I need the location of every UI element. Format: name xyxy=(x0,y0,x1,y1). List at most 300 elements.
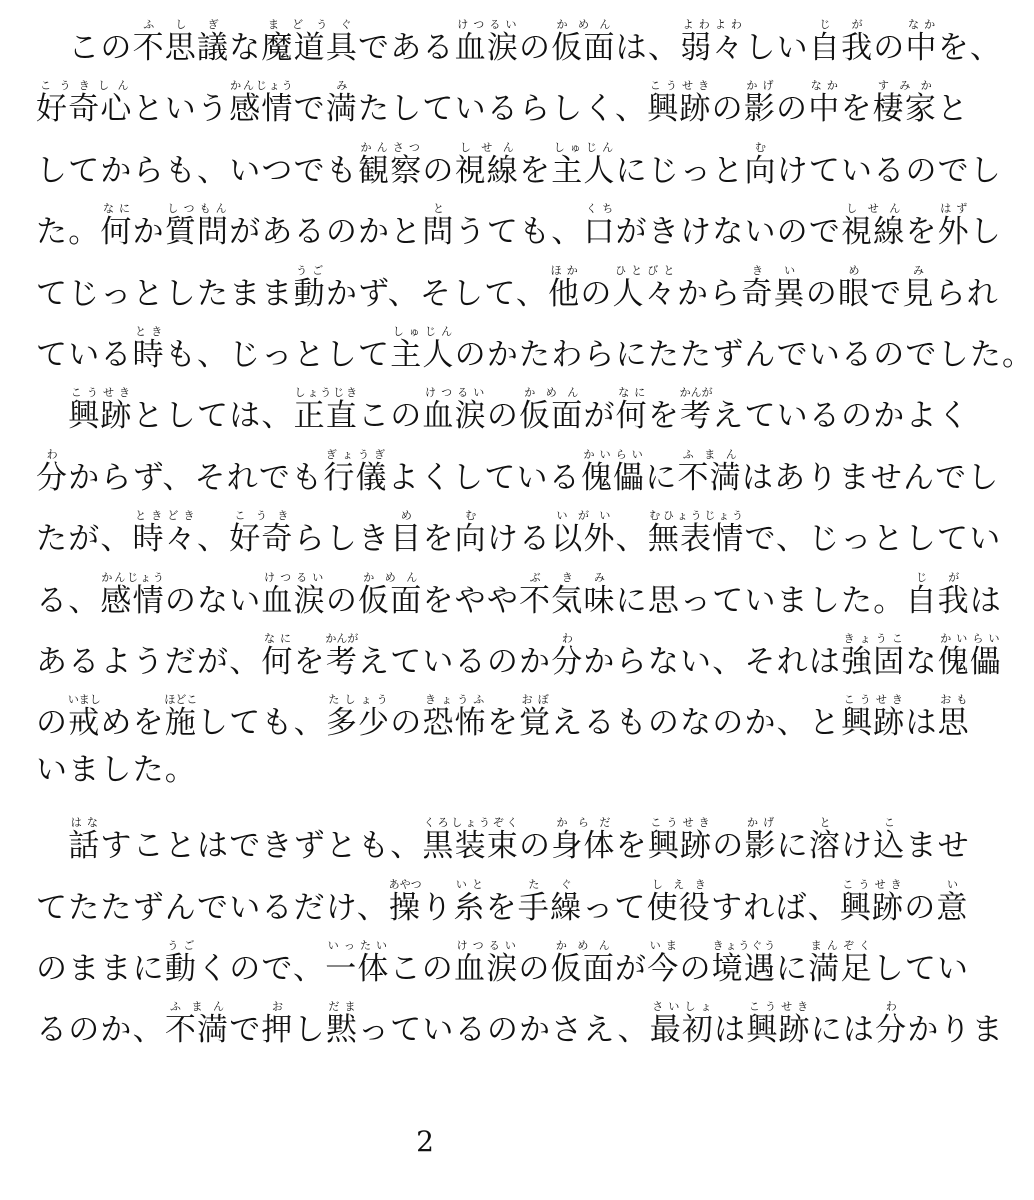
text-run: しても、 xyxy=(197,705,326,742)
ruby-reading: まんぞく xyxy=(808,939,873,952)
ruby-word xyxy=(937,693,970,742)
ruby-word xyxy=(744,816,777,865)
ruby-base: 弱々 xyxy=(680,30,745,66)
text-run: の xyxy=(390,705,423,742)
ruby-reading: なに xyxy=(100,202,133,216)
ruby-reading: くち xyxy=(583,202,616,216)
ruby-base: 分 xyxy=(36,459,69,496)
ruby-word xyxy=(229,79,294,128)
ruby-base: 溶 xyxy=(808,828,842,865)
ruby-reading: いったい xyxy=(325,939,390,952)
ruby-base: 使役 xyxy=(646,889,711,926)
text-line xyxy=(36,79,970,145)
ruby-base: 強固 xyxy=(841,644,906,680)
ruby-word xyxy=(132,325,165,373)
page-number: 2 xyxy=(416,1125,434,1158)
ruby-word xyxy=(422,202,455,251)
text-run: か xyxy=(132,214,165,251)
text-run: から xyxy=(676,275,742,312)
ruby-word xyxy=(358,140,423,189)
ruby-word xyxy=(551,816,616,865)
text-run: に xyxy=(776,828,809,865)
ruby-word xyxy=(388,877,422,926)
ruby-reading: かんが xyxy=(679,386,713,400)
text-run: で xyxy=(229,1012,262,1049)
ruby-base: 見 xyxy=(902,275,935,312)
ruby-word xyxy=(839,877,905,926)
ruby-word xyxy=(261,632,294,680)
ruby-base: 満足 xyxy=(808,951,873,987)
ruby-base: 好奇 xyxy=(229,521,294,558)
ruby-base: 仮面 xyxy=(519,398,584,435)
ruby-base: 影 xyxy=(743,91,777,128)
ruby-word xyxy=(551,509,616,558)
ruby-reading: ふまん xyxy=(164,1000,230,1014)
ruby-reading: み xyxy=(902,263,935,277)
text-run: を xyxy=(840,91,873,128)
ruby-reading: はな xyxy=(68,816,101,830)
ruby-reading: かげ xyxy=(744,816,777,830)
text-run: あるようだが、 xyxy=(36,644,262,680)
text-run: うても、 xyxy=(454,214,584,251)
text-line xyxy=(36,202,1003,268)
text-run: の xyxy=(486,398,520,435)
text-run: の xyxy=(776,91,809,128)
ruby-word xyxy=(841,632,906,680)
ruby-base: 感情 xyxy=(100,582,165,619)
ruby-base: 興跡 xyxy=(647,828,713,865)
ruby-reading: しせん xyxy=(454,140,520,154)
ruby-reading: ひとびと xyxy=(612,263,677,277)
ruby-word xyxy=(67,693,101,742)
text-run: の xyxy=(519,30,552,66)
ruby-base: 人々 xyxy=(612,275,677,312)
ruby-word xyxy=(646,877,711,926)
text-run: け xyxy=(841,828,874,865)
ruby-word xyxy=(325,632,359,680)
ruby-reading: いと xyxy=(453,877,486,891)
ruby-base: 奇異 xyxy=(741,275,806,312)
ruby-base: 多少 xyxy=(325,705,391,742)
ruby-word xyxy=(937,202,970,251)
text-run: のままに xyxy=(36,951,165,987)
ruby-word xyxy=(325,79,359,128)
ruby-word xyxy=(293,386,359,435)
ruby-base: 分 xyxy=(875,1012,908,1049)
ruby-word xyxy=(744,140,777,189)
text-run: のない xyxy=(164,582,262,619)
ruby-base: 仮面 xyxy=(358,582,423,619)
text-run: があるのかと xyxy=(229,214,423,251)
ruby-reading: かげ xyxy=(743,79,777,93)
text-run: の xyxy=(904,889,937,926)
ruby-word xyxy=(677,447,742,496)
ruby-reading: かんさつ xyxy=(358,140,423,154)
ruby-reading: しゅじん xyxy=(551,140,616,154)
text-run: を xyxy=(905,214,938,251)
ruby-reading: なに xyxy=(261,632,294,645)
text-run: な xyxy=(229,30,262,66)
ruby-base: 目 xyxy=(390,521,423,558)
ruby-base: 視線 xyxy=(841,214,906,251)
text-run: 、 xyxy=(197,521,230,558)
ruby-word xyxy=(36,447,69,496)
ruby-base: 仮面 xyxy=(550,951,616,987)
text-run: にじっと xyxy=(615,152,745,189)
ruby-reading: かめん xyxy=(358,570,423,584)
ruby-reading: よわよわ xyxy=(680,18,745,31)
ruby-word xyxy=(132,18,230,66)
ruby-base: 傀儡 xyxy=(580,459,646,496)
text-run: を xyxy=(422,521,455,558)
text-run: は xyxy=(714,1012,747,1049)
text-run: の xyxy=(36,705,69,742)
ruby-reading: いま xyxy=(647,939,680,952)
text-run: からない、それは xyxy=(583,644,842,680)
ruby-reading: わ xyxy=(36,447,69,461)
ruby-word xyxy=(358,570,423,619)
ruby-base: 糸 xyxy=(453,889,486,926)
ruby-word xyxy=(905,18,938,66)
text-line xyxy=(36,386,970,452)
ruby-base: 棲家 xyxy=(872,91,938,128)
text-run: ませ xyxy=(905,828,970,865)
ruby-base: 思 xyxy=(937,705,970,742)
ruby-reading: い xyxy=(936,877,969,891)
text-run: この xyxy=(36,30,133,66)
ruby-base: 興跡 xyxy=(68,398,133,435)
ruby-reading: とき xyxy=(132,325,165,338)
ruby-reading: かんじょう xyxy=(229,79,294,93)
ruby-reading: しょうじき xyxy=(293,386,359,400)
text-run: と xyxy=(937,91,970,128)
ruby-reading: ときどき xyxy=(132,509,198,523)
text-run xyxy=(36,828,68,864)
ruby-base: 不満 xyxy=(164,1012,230,1049)
text-run: に xyxy=(776,951,809,987)
ruby-base: 口 xyxy=(583,214,616,251)
ruby-base: 向 xyxy=(744,152,777,189)
text-run: の xyxy=(873,30,906,66)
ruby-base: 興跡 xyxy=(841,705,906,742)
ruby-reading: こうせき xyxy=(746,1000,811,1014)
text-run: けているのでし xyxy=(776,152,1003,189)
text-run: たしているらしく、 xyxy=(358,91,648,128)
text-run: してい xyxy=(872,951,970,987)
ruby-reading: こうせき xyxy=(841,693,906,707)
ruby-reading: め xyxy=(837,263,871,277)
ruby-word xyxy=(808,939,873,987)
ruby-base: 込 xyxy=(873,828,906,865)
text-run: られ xyxy=(934,275,999,312)
ruby-word xyxy=(746,1000,811,1049)
text-run: を xyxy=(293,644,326,680)
ruby-base: 眼 xyxy=(837,275,871,312)
ruby-base: 最初 xyxy=(649,1012,715,1049)
text-run: てじっとしたまま xyxy=(36,275,294,312)
ruby-reading: こうせき xyxy=(839,877,905,891)
ruby-base: 血涙 xyxy=(454,951,519,987)
text-line xyxy=(36,632,1003,698)
ruby-word xyxy=(519,386,584,435)
ruby-word xyxy=(323,447,388,496)
ruby-word xyxy=(808,18,874,66)
ruby-reading: なか xyxy=(905,18,938,31)
ruby-base: 黙 xyxy=(325,1012,359,1049)
text-run: すことはできずとも、 xyxy=(100,828,423,865)
text-run: からず、それでも xyxy=(68,459,324,496)
text-run: って xyxy=(582,889,647,926)
ruby-base: 考 xyxy=(325,644,359,680)
text-line xyxy=(36,509,1002,575)
ruby-base: 押 xyxy=(261,1012,294,1049)
ruby-reading: なか xyxy=(808,79,841,93)
ruby-word xyxy=(422,693,487,742)
text-run: の xyxy=(679,951,712,987)
ruby-reading: かめん xyxy=(550,939,616,952)
ruby-base: 何 xyxy=(261,644,294,680)
ruby-base: 向 xyxy=(454,521,487,558)
ruby-word xyxy=(164,1000,230,1049)
ruby-word xyxy=(454,509,487,558)
ruby-base: 時々 xyxy=(132,521,198,558)
text-run: り xyxy=(421,889,454,926)
ruby-reading: すみか xyxy=(872,79,938,93)
text-run: という xyxy=(132,91,230,128)
ruby-word xyxy=(936,877,969,926)
ruby-reading: けつるい xyxy=(422,386,487,400)
text-run: の xyxy=(805,275,838,312)
ruby-reading: ほか xyxy=(548,263,581,277)
ruby-word xyxy=(647,79,712,128)
ruby-reading: じが xyxy=(905,570,970,584)
ruby-base: 覚 xyxy=(519,705,552,742)
text-run: の xyxy=(580,275,613,312)
ruby-base: 何 xyxy=(100,214,133,251)
text-run: には xyxy=(810,1012,876,1049)
ruby-word xyxy=(164,693,198,742)
text-run: かりま xyxy=(907,1012,1004,1049)
ruby-reading: くろしょうぞく xyxy=(422,816,519,830)
ruby-base: 満 xyxy=(325,91,359,128)
text-run: な xyxy=(905,644,938,680)
ruby-word xyxy=(741,263,806,312)
ruby-reading: こうせき xyxy=(647,79,712,93)
ruby-base: 興跡 xyxy=(746,1012,811,1049)
ruby-base: 興跡 xyxy=(839,889,905,926)
text-line xyxy=(36,816,970,882)
ruby-base: 境遇 xyxy=(711,951,777,987)
text-run: の xyxy=(712,828,745,865)
ruby-reading: まどうぐ xyxy=(261,18,359,31)
ruby-reading: しえき xyxy=(646,877,711,891)
ruby-word xyxy=(100,202,133,251)
ruby-base: 黒装束 xyxy=(422,828,520,865)
ruby-word xyxy=(68,386,133,435)
ruby-word xyxy=(390,325,455,373)
text-run: この xyxy=(358,398,423,435)
ruby-word xyxy=(647,939,680,987)
text-run: くので、 xyxy=(197,951,326,987)
ruby-base: 不満 xyxy=(677,459,742,496)
text-run: は、 xyxy=(615,30,681,66)
text-run: のかたわらにたたずんでいるのでした。 xyxy=(454,337,1034,373)
text-run: ける xyxy=(486,521,552,558)
text-run: を xyxy=(486,705,520,742)
text-run: よくしている xyxy=(387,459,581,496)
text-run: る、 xyxy=(36,582,101,619)
ruby-reading: ぎょうぎ xyxy=(323,447,388,461)
ruby-base: 好奇心 xyxy=(36,91,133,128)
ruby-reading: かいらい xyxy=(937,632,1003,645)
ruby-reading: み xyxy=(325,79,359,93)
ruby-reading: はず xyxy=(937,202,970,216)
ruby-word xyxy=(68,816,101,865)
ruby-word xyxy=(649,1000,715,1049)
text-run: である xyxy=(358,30,455,66)
ruby-word xyxy=(580,447,646,496)
ruby-reading: こうきしん xyxy=(36,79,133,93)
ruby-word xyxy=(743,79,777,128)
text-run: は xyxy=(905,705,938,742)
ruby-word xyxy=(551,632,584,680)
ruby-base: 手繰 xyxy=(517,889,583,926)
ruby-base: 時 xyxy=(132,337,165,373)
ruby-reading: かめん xyxy=(551,18,616,31)
ruby-reading: しつもん xyxy=(164,202,230,216)
ruby-base: 動 xyxy=(293,275,326,312)
text-run: しい xyxy=(744,30,809,66)
ruby-reading: おぼ xyxy=(519,693,552,707)
ruby-base: 血涙 xyxy=(422,398,487,435)
ruby-base: 中 xyxy=(905,30,938,66)
ruby-word xyxy=(711,939,777,987)
ruby-reading: たぐ xyxy=(517,877,583,891)
text-run: も、じっとして xyxy=(164,337,391,373)
ruby-reading: けつるい xyxy=(454,939,519,952)
ruby-word xyxy=(519,693,552,742)
ruby-word xyxy=(390,509,423,558)
text-run: たが、 xyxy=(36,521,133,558)
ruby-reading: と xyxy=(422,202,455,216)
ruby-reading: たしょう xyxy=(325,693,391,707)
text-run: を xyxy=(647,398,681,435)
ruby-word xyxy=(422,816,520,865)
ruby-word xyxy=(902,263,935,312)
ruby-base: 自我 xyxy=(905,582,970,619)
ruby-word xyxy=(100,570,165,619)
ruby-word xyxy=(550,939,616,987)
ruby-base: 身体 xyxy=(551,828,616,865)
ruby-base: 考 xyxy=(679,398,713,435)
text-run: るのか、 xyxy=(36,1012,165,1049)
text-run: の xyxy=(711,91,744,128)
ruby-word xyxy=(36,79,133,128)
ruby-reading: わ xyxy=(551,632,584,645)
text-run: で xyxy=(870,275,903,312)
text-run: が xyxy=(615,951,648,987)
ruby-word xyxy=(680,18,745,66)
ruby-base: 施 xyxy=(164,705,198,742)
ruby-reading: かいらい xyxy=(580,447,646,461)
ruby-base: 一体 xyxy=(325,951,390,987)
ruby-word xyxy=(841,693,906,742)
ruby-reading: ぶきみ xyxy=(519,570,616,584)
ruby-base: 不気味 xyxy=(519,582,616,619)
ruby-base: 問 xyxy=(422,214,455,251)
ruby-base: 仮面 xyxy=(551,30,616,66)
ruby-reading: おも xyxy=(937,693,970,707)
text-run: は xyxy=(969,582,1003,619)
text-line xyxy=(36,140,1003,207)
ruby-word xyxy=(612,263,677,312)
ruby-word xyxy=(647,816,713,865)
ruby-reading: けつるい xyxy=(454,18,520,31)
text-line xyxy=(36,1000,1004,1066)
ruby-reading: きょうぐう xyxy=(711,939,777,952)
ruby-word xyxy=(229,509,294,558)
text-run: が xyxy=(583,398,616,435)
ruby-reading: ほどこ xyxy=(164,693,198,707)
text-run: してからも、いつでも xyxy=(36,152,358,189)
text-run: を xyxy=(519,152,552,189)
ruby-word xyxy=(261,570,326,619)
text-run: 、 xyxy=(615,521,648,558)
text-run: ている xyxy=(36,337,133,373)
ruby-base: 恐怖 xyxy=(422,705,487,742)
text-line xyxy=(36,447,1000,514)
ruby-reading: むひょうじょう xyxy=(647,509,745,523)
text-run: で、じっとしてい xyxy=(744,521,1002,558)
ruby-base: 分 xyxy=(551,644,584,680)
ruby-base: 戒 xyxy=(67,705,101,742)
ruby-word xyxy=(937,632,1003,680)
ruby-word xyxy=(841,202,906,251)
text-run: た。 xyxy=(36,214,101,251)
ruby-word xyxy=(551,140,616,189)
ruby-reading: かんじょう xyxy=(100,570,165,584)
ruby-base: 他 xyxy=(548,275,581,312)
ruby-base: 中 xyxy=(808,91,841,128)
ruby-reading: きょうこ xyxy=(841,632,906,645)
ruby-reading: お xyxy=(261,1000,294,1014)
ruby-reading: かめん xyxy=(519,386,584,400)
ruby-word xyxy=(325,693,391,742)
ruby-base: 傀儡 xyxy=(937,644,1003,680)
text-run: を xyxy=(485,889,518,926)
ruby-word xyxy=(519,570,616,619)
ruby-word xyxy=(875,1000,908,1049)
ruby-base: 視線 xyxy=(454,152,520,189)
text-line xyxy=(36,693,970,759)
ruby-reading: うご xyxy=(293,263,326,277)
text-run: 思っていました。 xyxy=(647,582,906,619)
text-run: をやや xyxy=(422,582,520,619)
ruby-reading: かんが xyxy=(325,632,359,645)
ruby-base: 影 xyxy=(744,828,777,865)
ruby-reading: ふしぎ xyxy=(132,18,230,31)
ruby-word xyxy=(517,877,583,926)
ruby-word xyxy=(132,509,198,558)
text-run: っているのかさえ、 xyxy=(358,1012,650,1049)
ruby-word xyxy=(422,386,487,435)
ruby-reading: こ xyxy=(873,816,906,830)
ruby-reading: しゅじん xyxy=(390,325,455,338)
ruby-reading: こうせき xyxy=(647,816,713,830)
ruby-reading: と xyxy=(808,816,842,830)
ruby-reading: わ xyxy=(875,1000,908,1014)
ruby-reading: め xyxy=(390,509,423,523)
